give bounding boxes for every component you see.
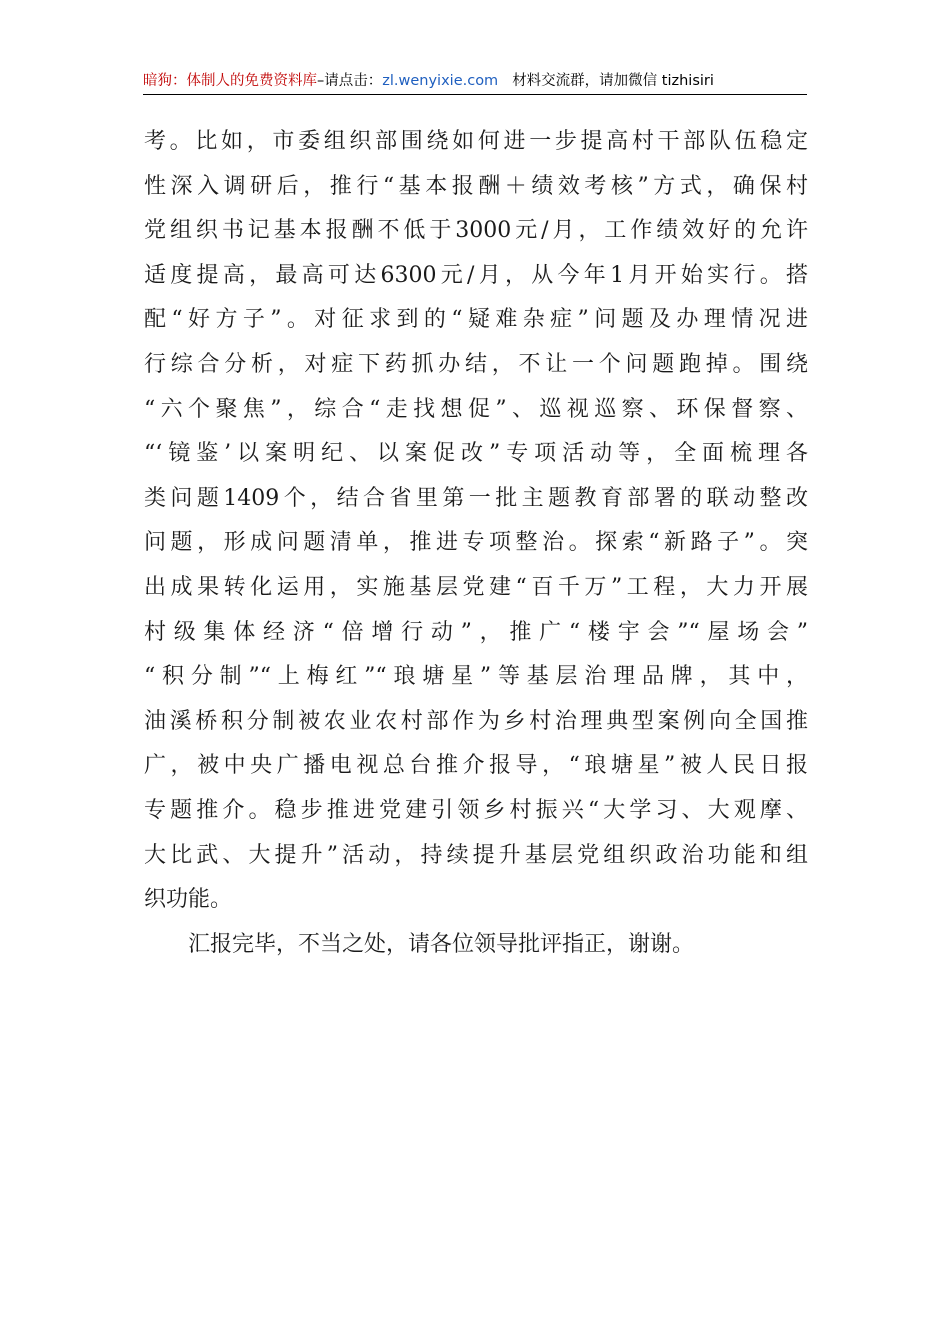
paragraph-line: 配“好方子”。对征求到的“疑难杂症”问题及办理情况进	[144, 307, 808, 333]
body-text	[144, 120, 808, 967]
paragraph-line: 党组织书记基本报酬不低于3000元/月，工作绩效好的允许	[144, 218, 808, 244]
paragraph-line: 行综合分析，对症下药抓办结，不让一个问题跑掉。围绕	[144, 351, 808, 377]
paragraph-line: 村级集体经济“倍增行动”，推广“楼宇会”“屋场会”	[144, 619, 808, 645]
paragraph-line: 大比武、大提升”活动，持续提升基层党组织政治功能和组	[144, 842, 808, 868]
paragraph-line: 专题推介。稳步推进党建引领乡村振兴“大学习、大观摩、	[144, 797, 808, 823]
header-group-info: 材料交流群，请加微信 tizhisiri	[512, 73, 714, 89]
paragraph-line-last: 织功能。	[144, 887, 233, 913]
paragraph-line: 出成果转化运用，实施基层党建“百千万”工程，大力开展	[144, 574, 808, 600]
paragraph-line: 油溪桥积分制被农业农村部作为乡村治理典型案例向全国推	[144, 708, 808, 734]
paragraph-line: 性深入调研后，推行“基本报酬＋绩效考核”方式，确保村	[144, 173, 808, 199]
paragraph-line: “六个聚焦”，综合“走找想促”、巡视巡察、环保督察、	[144, 396, 808, 422]
header-brand: 暗狗：体制人的免费资料库	[143, 73, 317, 89]
paragraph-line: 问题，形成问题清单，推进专项整治。探索“新路子”。突	[144, 530, 808, 556]
paragraph-line: “‘镜鉴’以案明纪、以案促改”专项活动等，全面梳理各	[144, 441, 808, 467]
header-link[interactable]: zl.wenyixie.com	[382, 73, 499, 89]
paragraph-line: 考。比如，市委组织部围绕如何进一步提高村干部队伍稳定	[144, 129, 808, 154]
paragraph-line: “积分制”“上梅红”“琅塘星”等基层治理品牌，其中，	[144, 664, 808, 690]
paragraph-line: 类问题1409个，结合省里第一批主题教育部署的联动整改	[144, 485, 808, 511]
page-header	[143, 68, 807, 95]
header-prompt: –请点击：	[317, 73, 383, 89]
paragraph-line: 广，被中央广播电视总台推介报导，“琅塘星”被人民日报	[144, 753, 808, 779]
paragraph-line: 适度提高，最高可达6300元/月，从今年1月开始实行。搭	[144, 262, 808, 288]
closing-paragraph: 汇报完毕，不当之处，请各位领导批评指正，谢谢。	[188, 931, 695, 957]
